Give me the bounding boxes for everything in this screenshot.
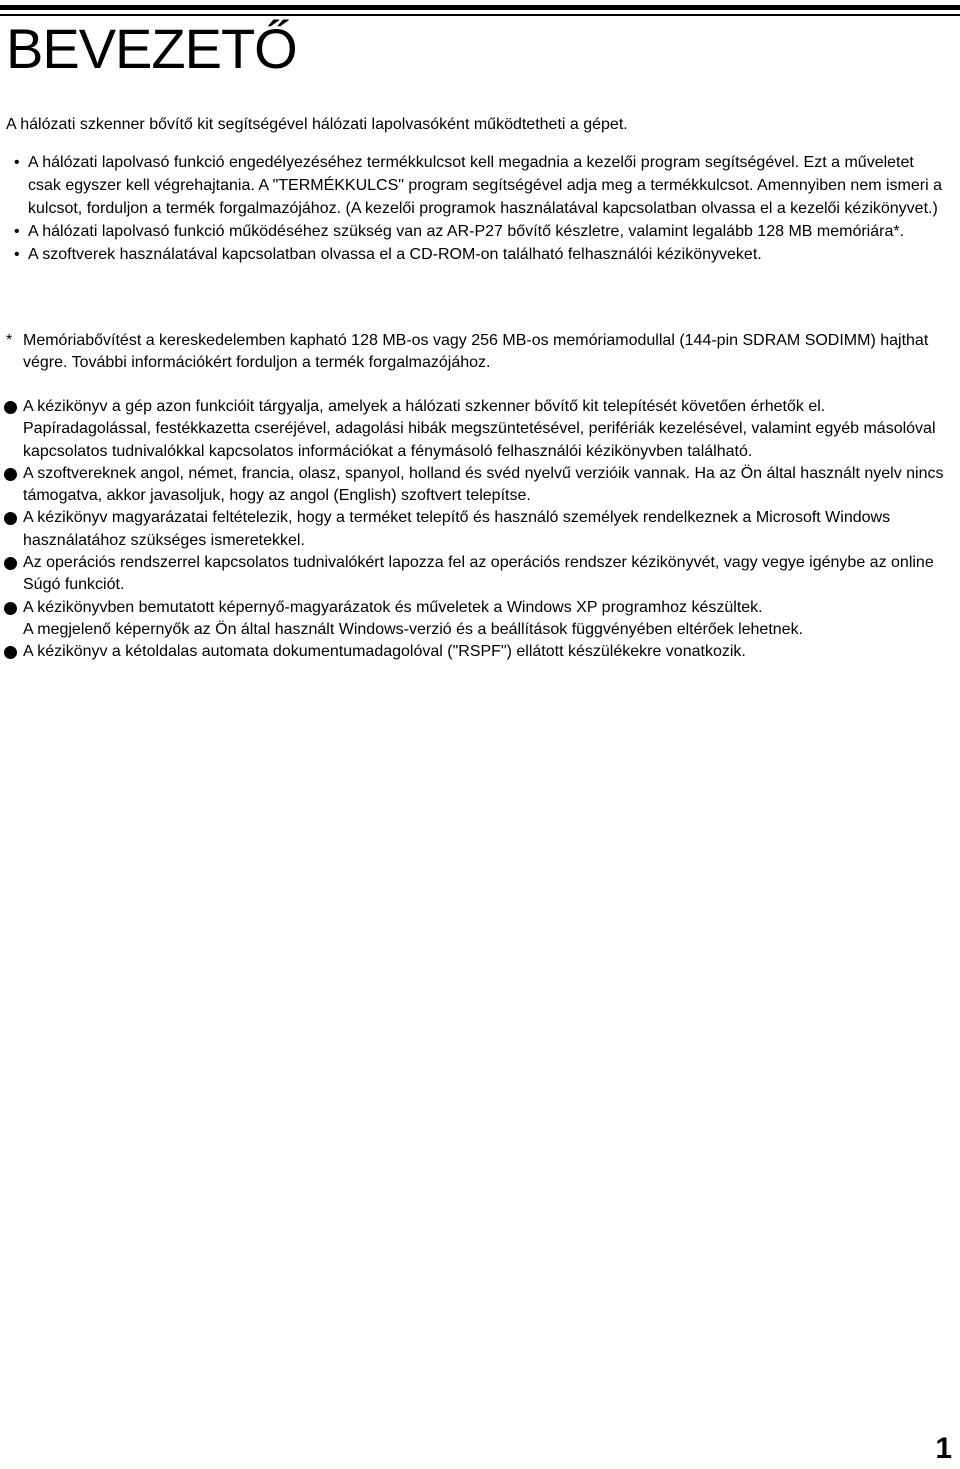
main-item-text: Az operációs rendszerrel kapcsolatos tudnivalókért lapozza fel az operációs rendszer kézikönyvét, vagy vegye igénybe az online Súgó funkciót.	[23, 554, 934, 594]
small-bullet-icon: •	[14, 154, 20, 171]
footnote	[6, 330, 936, 374]
round-bullet-icon	[4, 512, 17, 525]
note-item	[14, 243, 944, 266]
note-item	[14, 220, 944, 243]
main-list-item	[4, 507, 954, 552]
main-item-text: A megjelenő képernyők az Ön által használt Windows-verzió és a beállítások függvényében eltérőek lehetnek.	[23, 620, 804, 638]
page-title: BEVEZETŐ	[6, 17, 297, 80]
round-bullet-icon	[4, 602, 17, 615]
main-list-item	[4, 396, 954, 463]
main-item-text: A kézikönyv a kétoldalas automata dokumentumadagolóval ("RSPF") ellátott készülékekre vonatkozik.	[23, 643, 746, 661]
note-text: A hálózati lapolvasó funkció működéséhez szükség van az AR-P27 bővítő készletre, valamint legalább 128 MB memóriára*.	[28, 223, 905, 240]
small-bullet-icon: •	[14, 246, 20, 263]
header-rule-thick	[0, 5, 960, 10]
round-bullet-icon	[4, 401, 17, 414]
main-item-text: A szoftvereknek angol, német, francia, olasz, spanyol, holland és svéd nyelvű verzióik vannak. Ha az Ön által használt nyelv nincs támogatva, akkor javasoljuk, hogy az angol (English) szoftvert telepítse.	[23, 464, 944, 505]
note-text: A hálózati lapolvasó funkció engedélyezéséhez termékkulcsot kell megadnia a kezelői program segítségével. Ezt a műveletet csak egyszer kell végrehajtania. A "TERMÉKKULCS" program segítségével adja meg a termékkulcsot. Amennyiben nem ismeri a kulcsot, forduljon a termék forgalmazójához. (A kezelői programok használatával kapcsolatban olvassa el a kezelői kézikönyvet.)	[28, 154, 942, 217]
small-bullet-icon: •	[14, 223, 20, 240]
intro-paragraph: A hálózati szkenner bővítő kit segítségével hálózati lapolvasóként működtetheti a gépet.	[6, 116, 628, 133]
main-list-item	[4, 597, 954, 642]
main-item-text: A kézikönyv a gép azon funkcióit tárgyalja, amelyek a hálózati szkenner bővítő kit telepítését követően érhetők el. Papíradagolással, festékkazetta cseréjével, adagolási hibák megszüntetésével, perifériák kezelésével, valamint egyéb másolóval kapcsolatos tudnivalókkal kapcsolatos információkat a fénymásoló felhasználói kézikönyvben található.	[23, 398, 936, 460]
footnote-text: Memóriabővítést a kereskedelemben kapható 128 MB-os vagy 256 MB-os memóriamodullal (144-pin SDRAM SODIMM) hajthat végre. További információkért forduljon a termék forgalmazójához.	[23, 332, 929, 371]
round-bullet-icon	[4, 557, 17, 570]
main-item-text: A kézikönyv magyarázatai feltételezik, hogy a terméket telepítő és használó személyek rendelkeznek a Microsoft Windows használatához szükséges ismeretekkel.	[23, 509, 891, 549]
note-text: A szoftverek használatával kapcsolatban olvassa el a CD-ROM-on található felhasználói kézikönyveket.	[28, 246, 762, 263]
page-number: 1	[935, 1432, 952, 1465]
main-list-item	[4, 641, 954, 663]
main-item-text: A kézikönyvben bemutatott képernyő-magyarázatok és műveletek a Windows XP programhoz készültek.	[23, 598, 763, 616]
round-bullet-icon	[4, 646, 17, 659]
note-item	[14, 151, 944, 220]
note-list	[14, 151, 944, 266]
footnote-mark: *	[6, 332, 13, 349]
main-list-item	[4, 552, 954, 597]
main-list	[4, 396, 954, 664]
main-list-item	[4, 463, 954, 508]
round-bullet-icon	[4, 468, 17, 481]
